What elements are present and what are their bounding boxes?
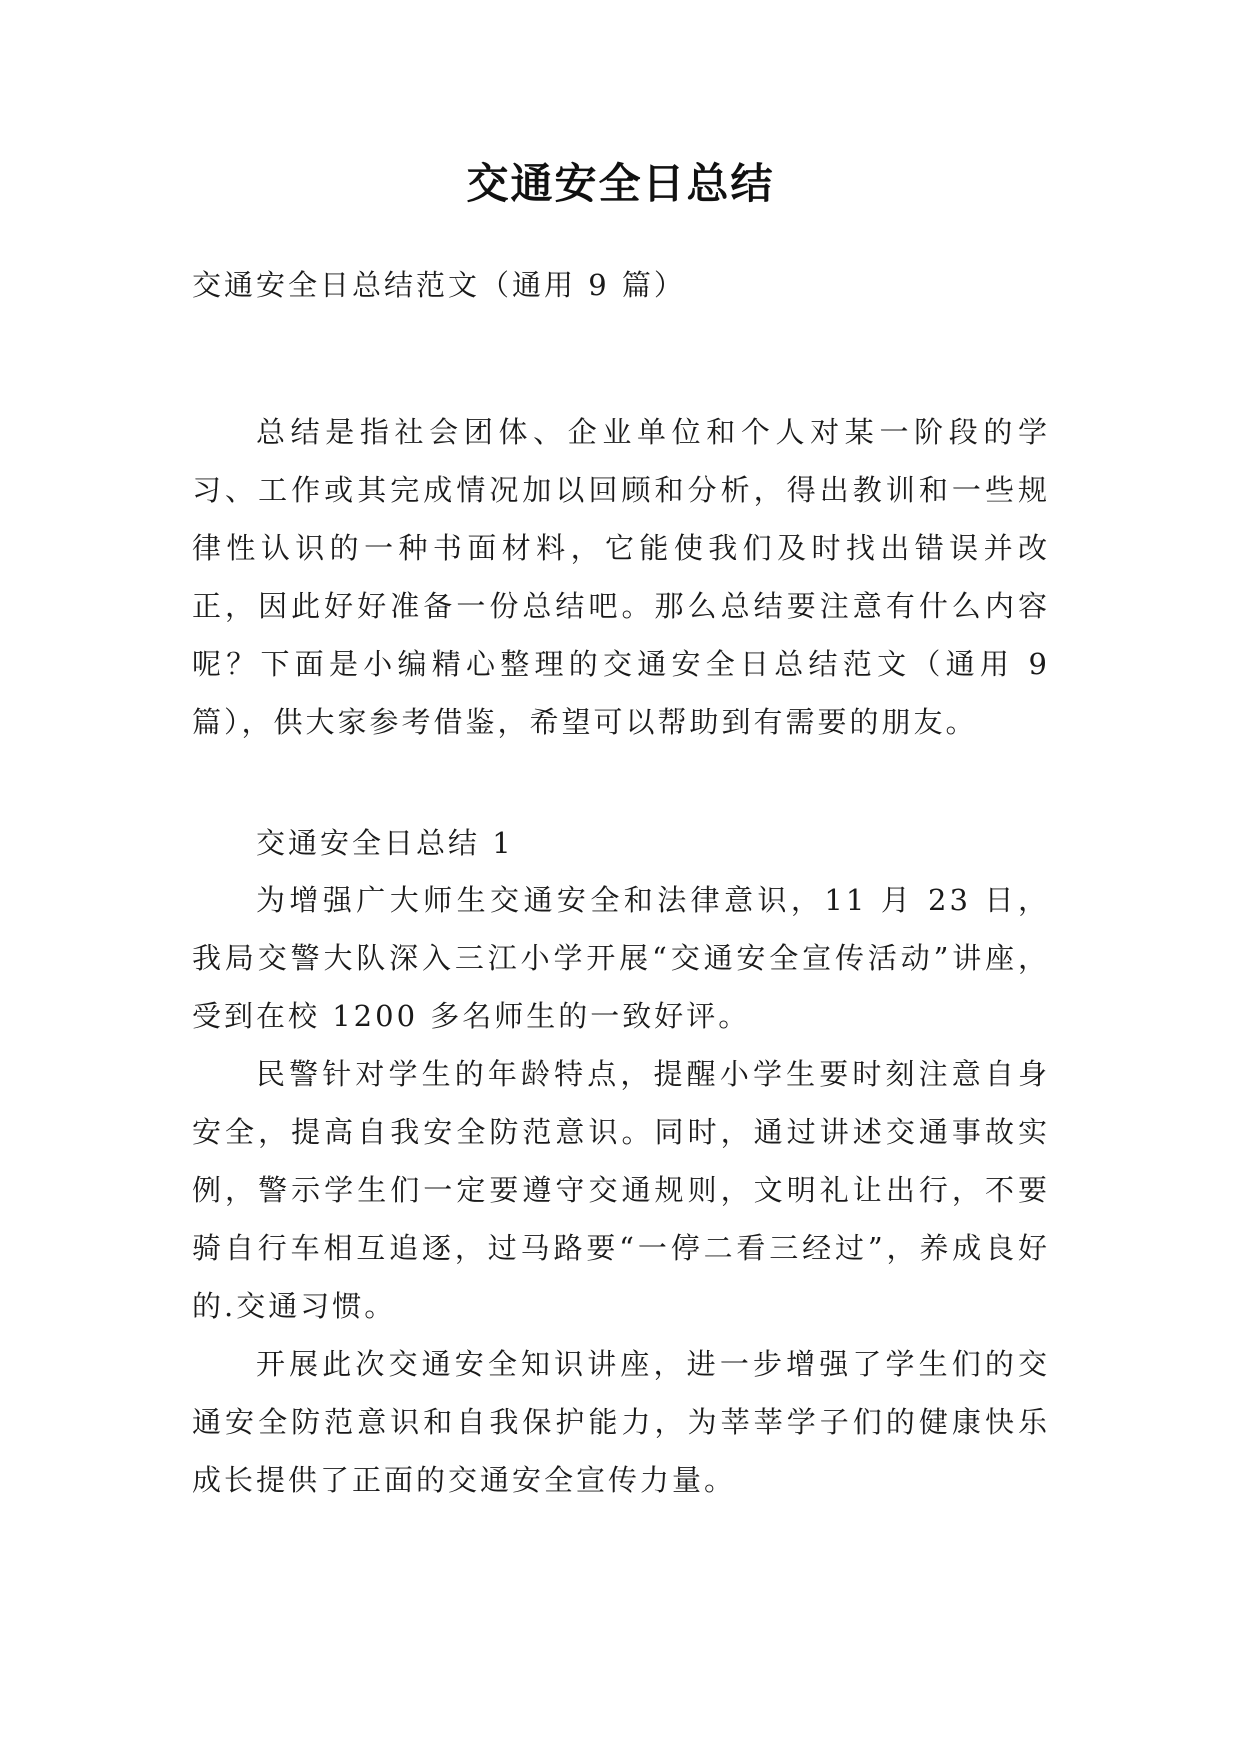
section-heading: 交通安全日总结 1 <box>256 826 514 860</box>
section-body <box>192 871 1050 1509</box>
body-paragraph: 民警针对学生的年龄特点，提醒小学生要时刻注意自身安全，提高自我安全防范意识。同时，通过讲述交通事故实例，警示学生们一定要遵守交通规则，文明礼让出行，不要骑自行车相互追逐，过马路要“一停二看三经过”，养成良好的.交通习惯。 <box>192 1057 1050 1323</box>
body-paragraph: 开展此次交通安全知识讲座，进一步增强了学生们的交通安全防范意识和自我保护能力，为莘莘学子们的健康快乐成长提供了正面的交通安全宣传力量。 <box>192 1347 1050 1497</box>
document-title: 交通安全日总结 <box>466 159 775 208</box>
body-paragraph: 为增强广大师生交通安全和法律意识，11 月 23 日，我局交警大队深入三江小学开展“交通安全宣传活动”讲座，受到在校 1200 多名师生的一致好评。 <box>192 883 1050 1033</box>
intro-paragraph: 总结是指社会团体、企业单位和个人对某一阶段的学习、工作或其完成情况加以回顾和分析，得出教训和一些规律性认识的一种书面材料，它能使我们及时找出错误并改正，因此好好准备一份总结吧。那么总结要注意有什么内容呢？下面是小编精心整理的交通安全日总结范文（通用 9 篇），供大家参考借鉴，希望可以帮助到有需要的朋友。 <box>192 415 1050 739</box>
document-subtitle: 交通安全日总结范文（通用 9 篇） <box>192 268 686 302</box>
